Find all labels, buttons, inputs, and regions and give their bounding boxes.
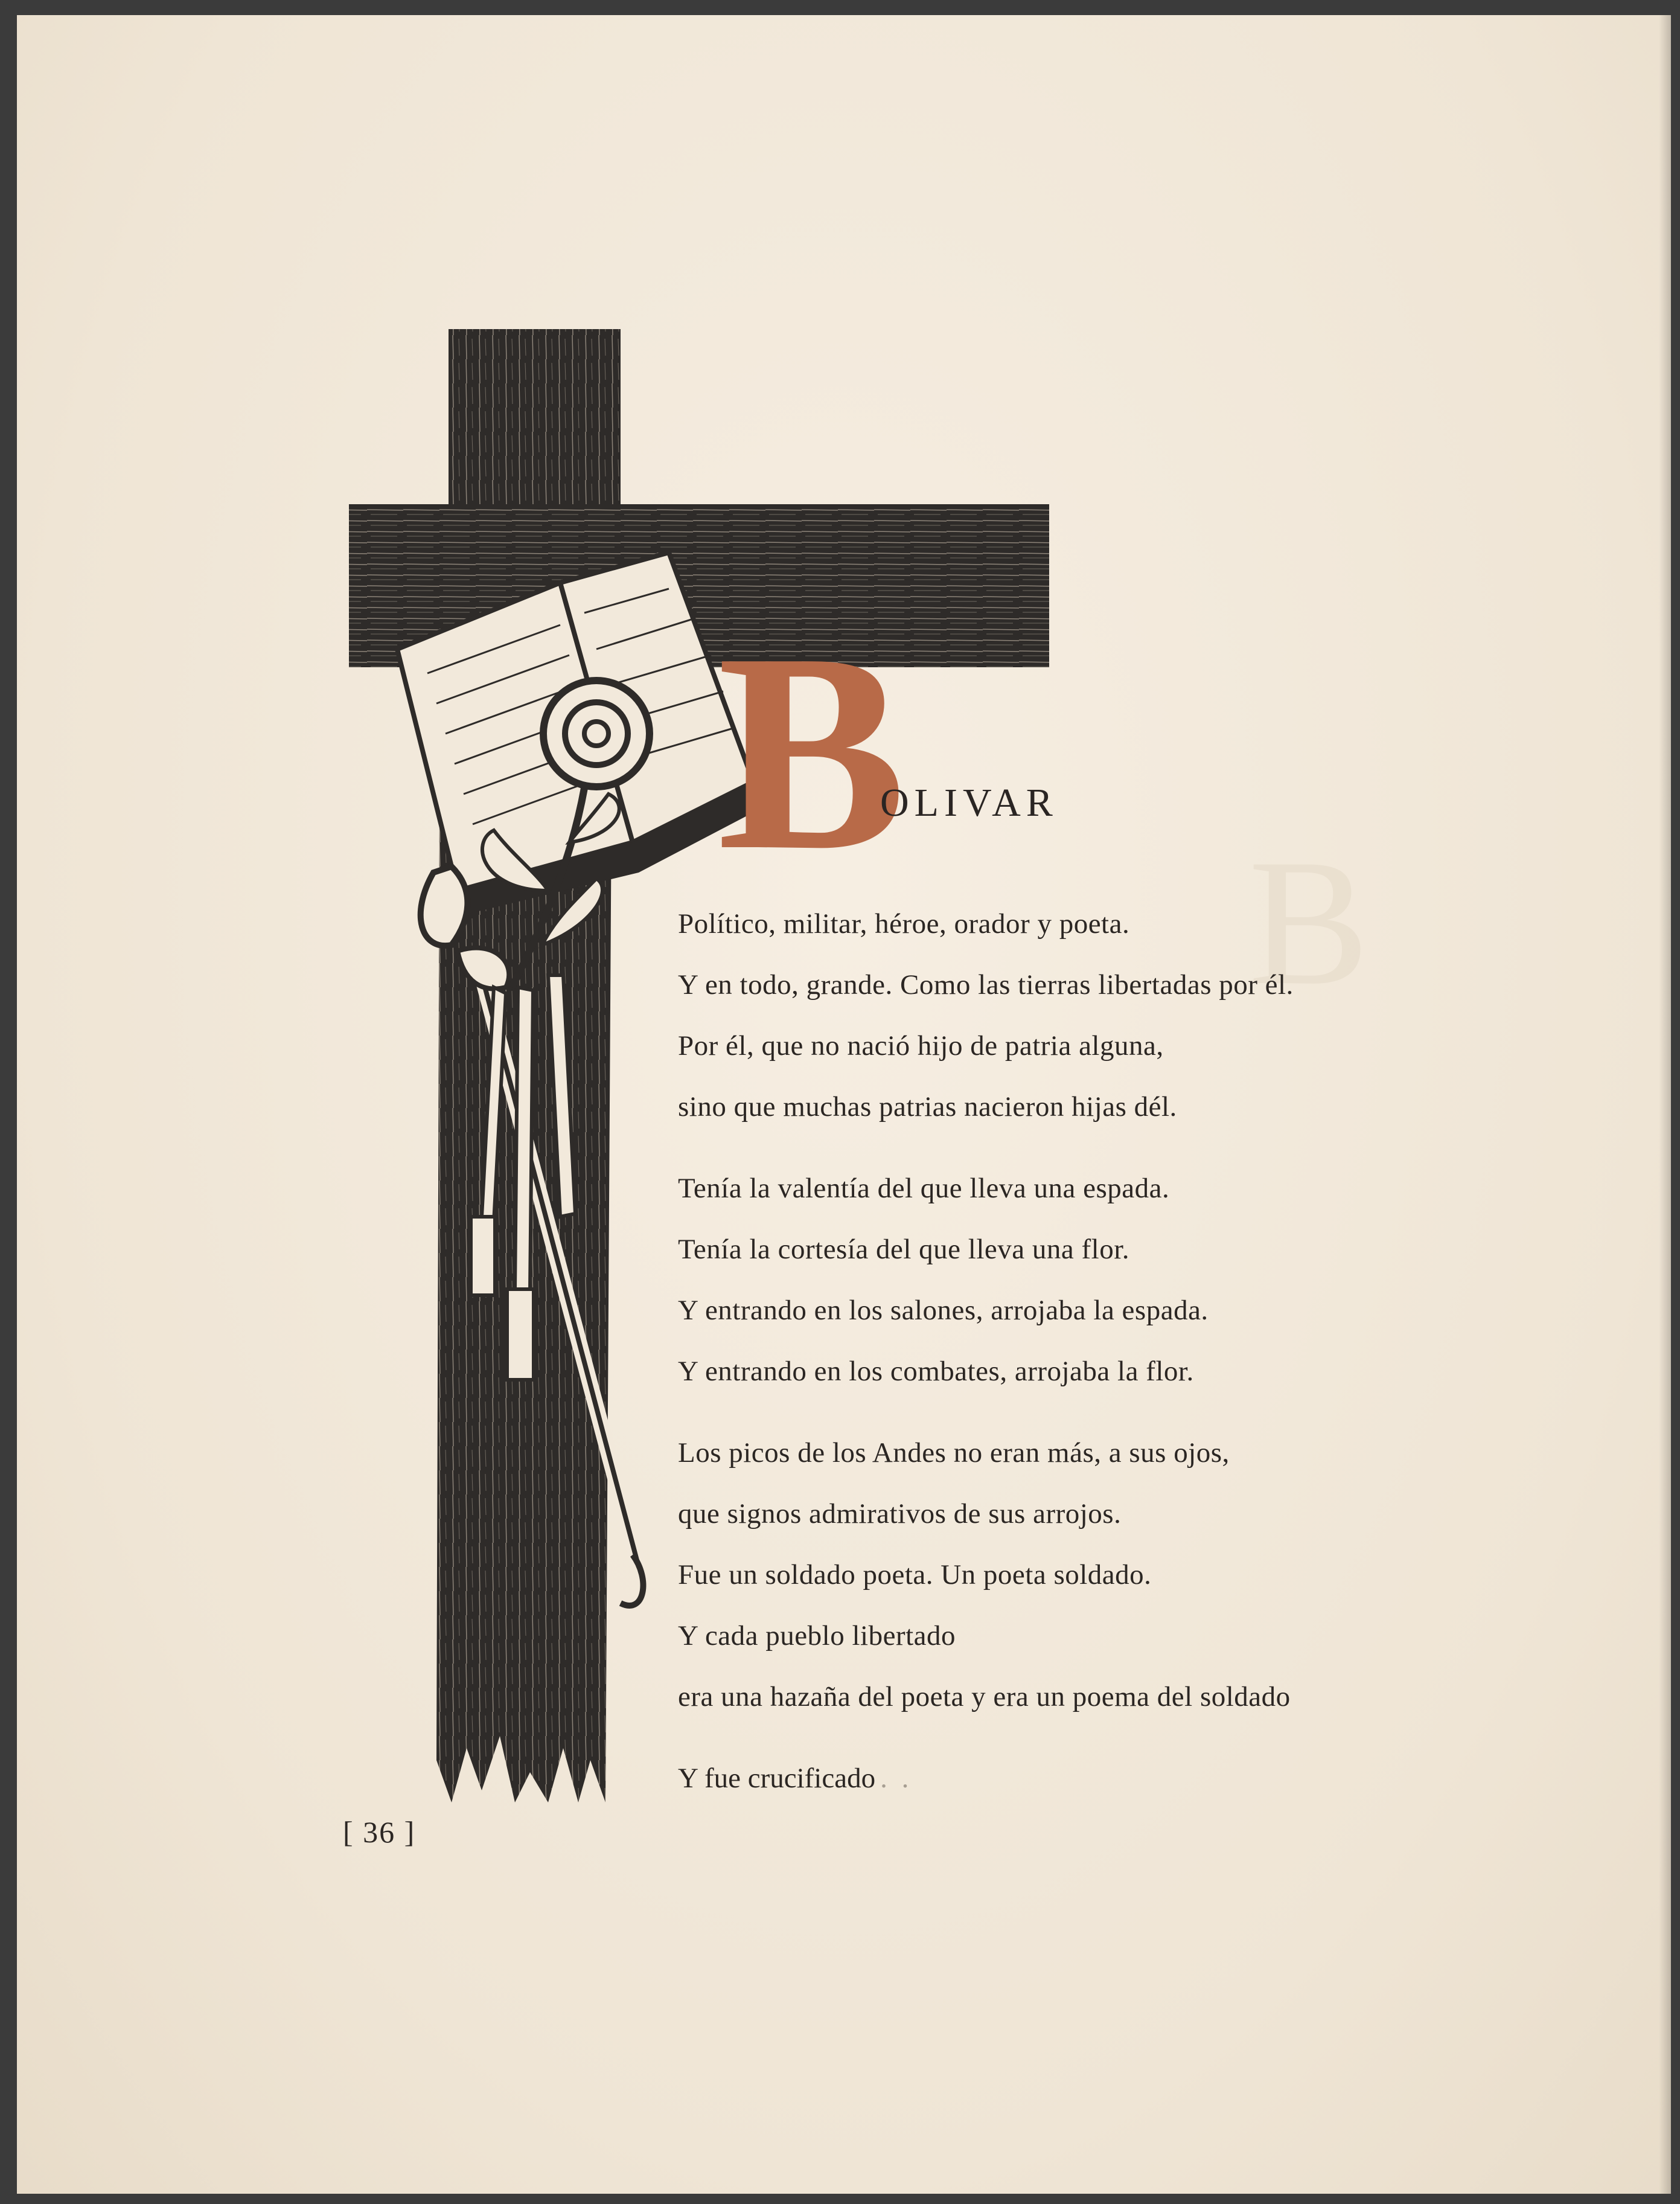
poem-line: que signos admirativos de sus arrojos. (678, 1498, 1122, 1530)
poem-line: Tenía la valentía del que lleva una espada. (678, 1173, 1170, 1204)
title-initial-capital: B (717, 594, 907, 909)
poem-stanza-3 (678, 1423, 1620, 1728)
final-line-text: Y fue crucificado (678, 1763, 876, 1794)
page-spine-shadow (1659, 15, 1671, 2194)
poem-line: Por él, que no nació hijo de patria alguna, (678, 1030, 1164, 1062)
poem-line: Y cada pueblo libertado (678, 1620, 956, 1651)
show-through-letter: B (1248, 822, 1370, 1022)
book-page (17, 15, 1671, 2194)
poem-line: Y entrando en los combates, arrojaba la flor. (678, 1356, 1194, 1387)
poem-line: era una hazaña del poeta y era un poema del soldado (678, 1681, 1291, 1712)
poem-title (717, 594, 1140, 909)
poem-line: Político, militar, héroe, orador y poeta. (678, 908, 1130, 940)
poem-line: Tenía la cortesía del que lleva una flor. (678, 1234, 1130, 1265)
title-text: OLIVAR (880, 781, 1058, 825)
poem-line: Y en todo, grande. Como las tierras libertadas por él. (678, 969, 1294, 1001)
poem-final-line (678, 1748, 1620, 1809)
poem-body (678, 894, 1620, 1809)
poem-line: Los picos de los Andes no eran más, a sus ojos, (678, 1437, 1230, 1469)
final-ellipsis: . . (880, 1763, 913, 1794)
poem-stanza-2 (678, 1158, 1620, 1402)
page-number: [ 36 ] (343, 1815, 416, 1849)
poem-stanza-1 (678, 894, 1620, 1138)
poem-line: Fue un soldado poeta. Un poeta soldado. (678, 1559, 1152, 1591)
poem-line: sino que muchas patrias nacieron hijas dél. (678, 1091, 1177, 1123)
poem-line: Y entrando en los salones, arrojaba la espada. (678, 1295, 1209, 1326)
